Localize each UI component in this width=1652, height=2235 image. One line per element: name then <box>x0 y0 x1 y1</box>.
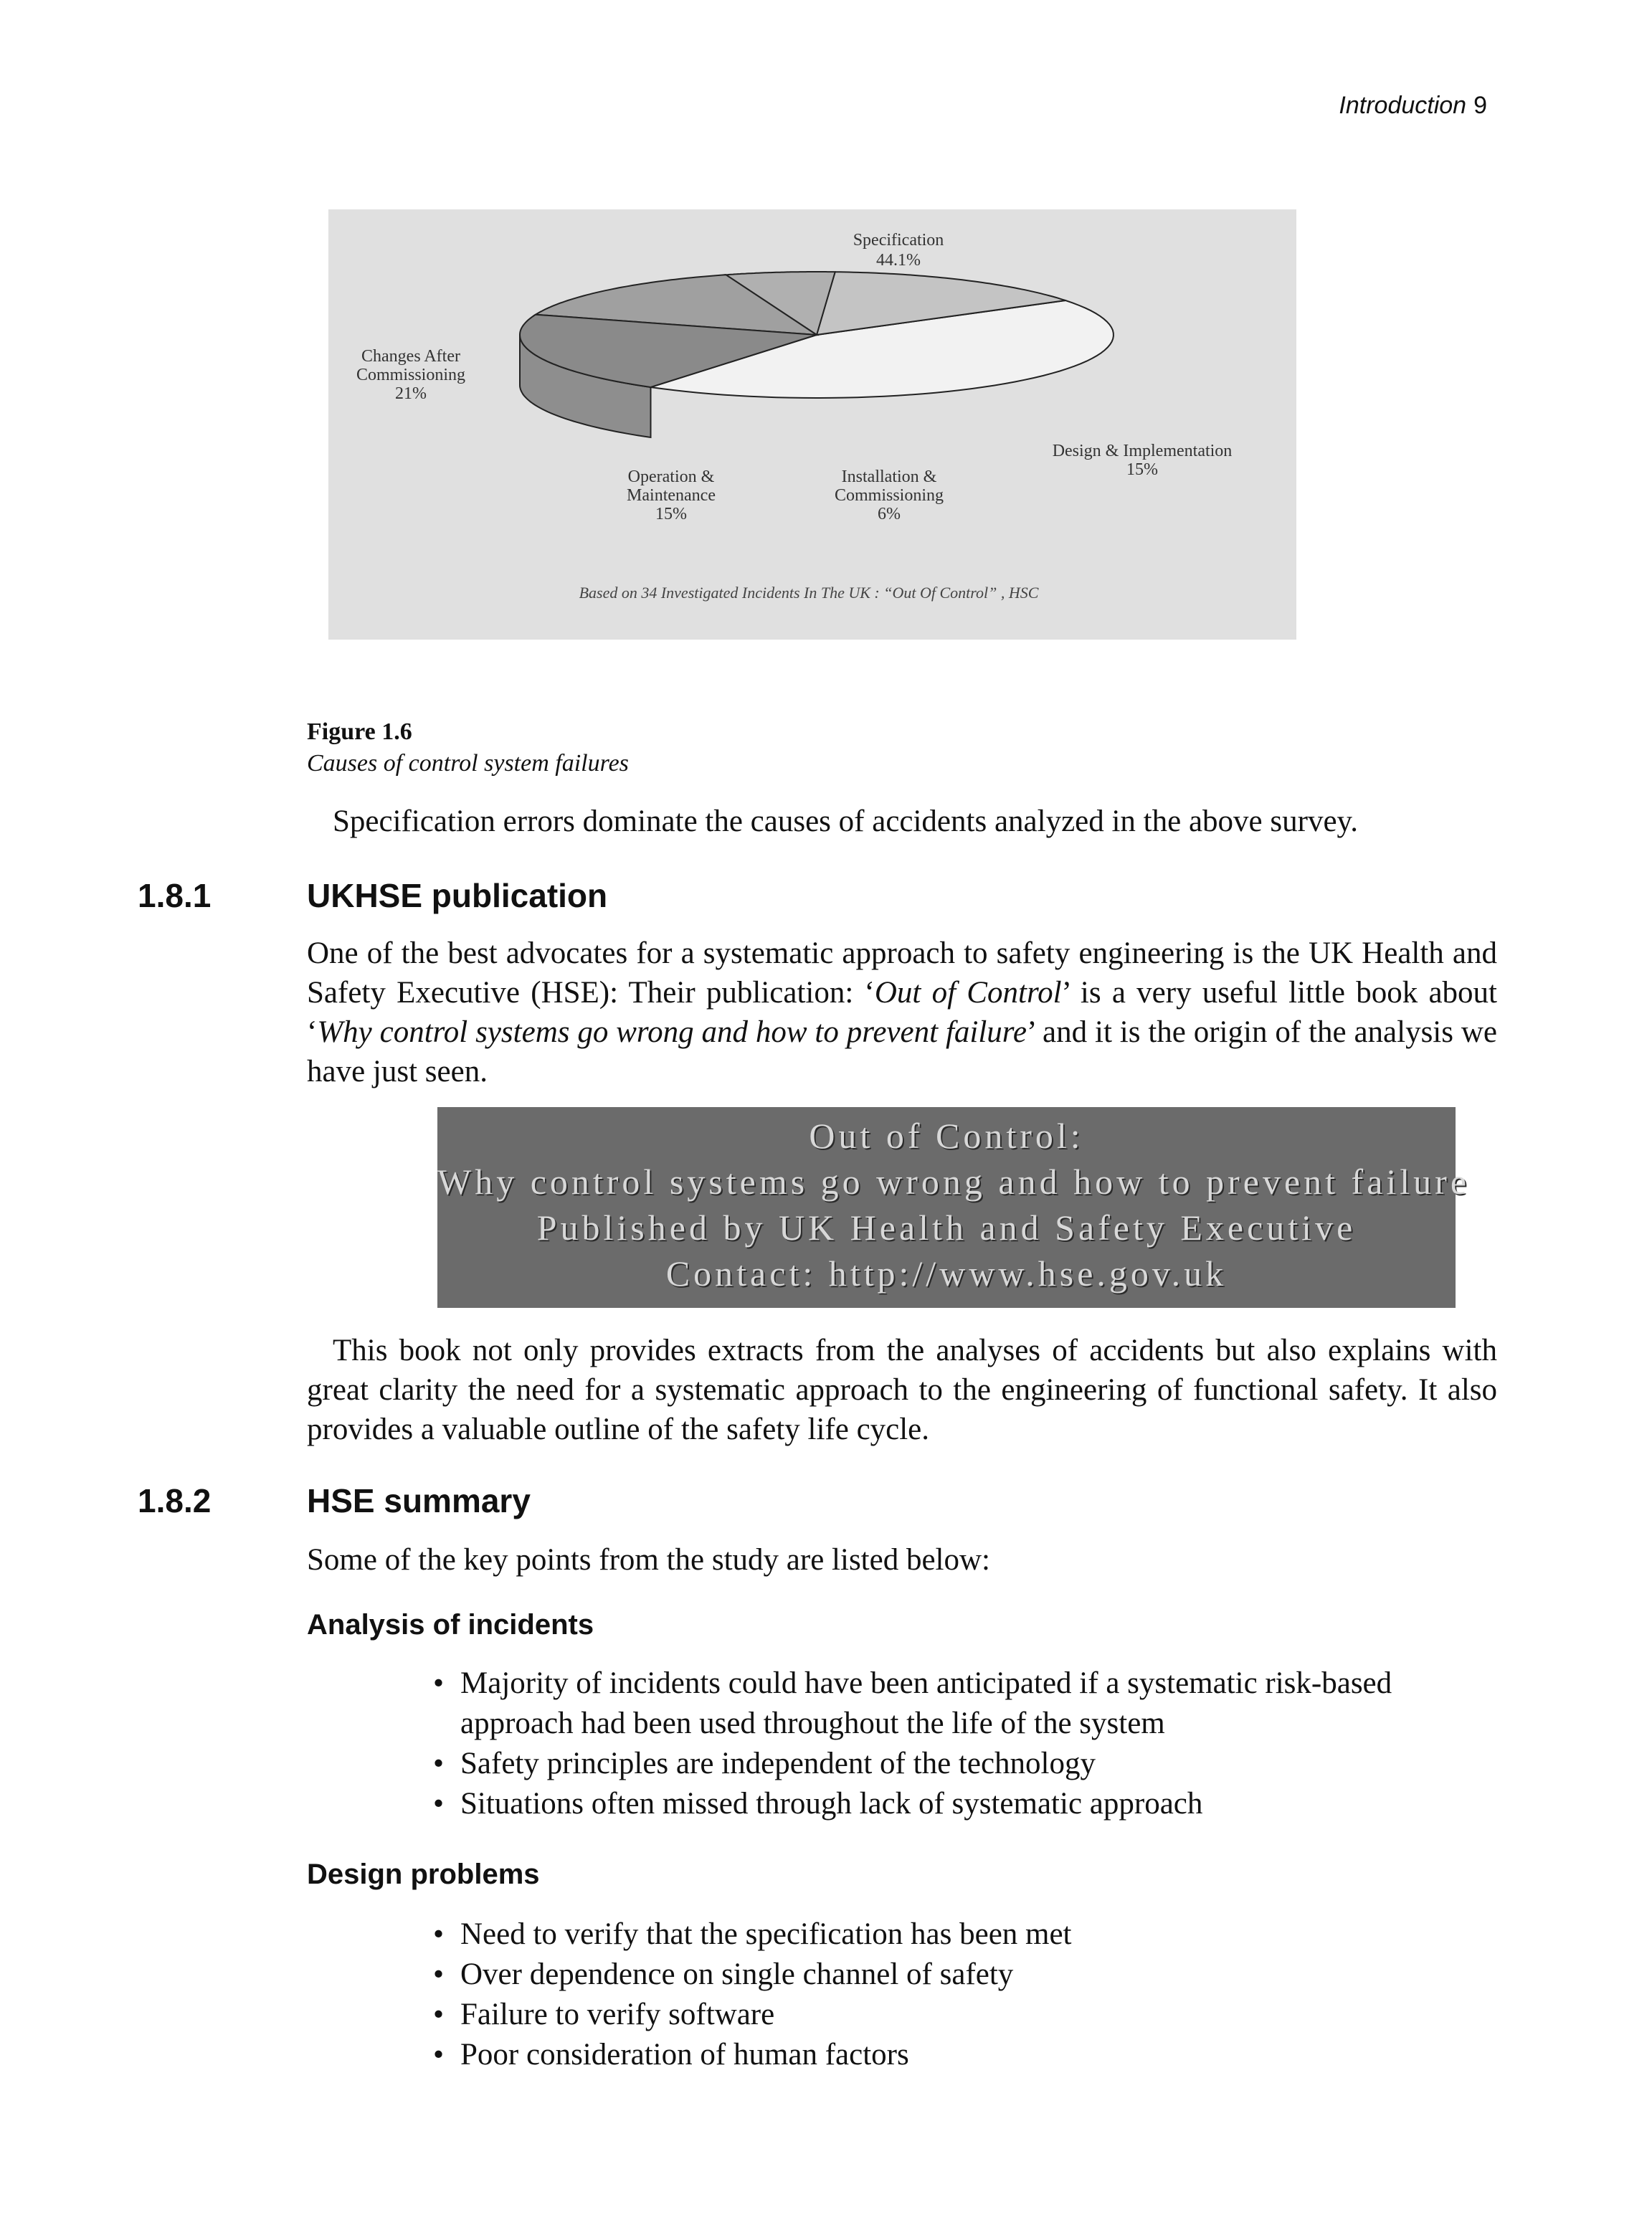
design-list <box>430 1914 1506 2075</box>
figure-caption: Causes of control system failures <box>307 750 629 777</box>
label-changes-value: 21% <box>395 384 427 403</box>
book-subtitle: Why control systems go wrong and how to prevent failure <box>317 1015 1027 1049</box>
label-changes-line1: Changes After <box>361 347 460 366</box>
running-header <box>1339 92 1487 120</box>
list-item: • Poor consideration of human factors <box>430 2035 1506 2075</box>
banner-line-1: Out of Control: <box>809 1116 1084 1156</box>
figure-source-note: Based on 34 Investigated Incidents In The UK : “Out Of Control” , HSC <box>579 584 1039 602</box>
paragraph-figure-summary: Specification errors dominate the causes of accidents analyzed in the above survey. <box>333 805 1358 838</box>
header-title: Introduction <box>1339 92 1467 119</box>
figure-label: Figure 1.6 <box>307 718 412 745</box>
label-specification-value: 44.1% <box>876 251 921 270</box>
subsection-title-design: Design problems <box>307 1859 540 1890</box>
banner-line-3: Published by UK Health and Safety Executive <box>536 1207 1357 1248</box>
label-installation-line1: Installation & <box>841 468 937 486</box>
paragraph-text: ’ is a very useful little book about ‘ <box>307 976 1497 1049</box>
banner-line-4: Contact: http://www.hse.gov.uk <box>665 1253 1228 1294</box>
section-title: UKHSE publication <box>307 877 608 914</box>
pie-chart <box>328 209 1296 640</box>
section-title: HSE summary <box>307 1482 531 1519</box>
label-installation-value: 6% <box>878 505 901 523</box>
section-number: 1.8.2 <box>138 1482 212 1519</box>
paragraph-ukhse <box>307 934 1497 1091</box>
label-changes-line2: Commissioning <box>356 366 466 384</box>
label-operation-line2: Maintenance <box>627 486 716 505</box>
paragraph-intro: Some of the key points from the study are listed below: <box>307 1543 990 1577</box>
book-title: Out of Control <box>874 976 1062 1010</box>
page-number: 9 <box>1473 92 1487 119</box>
label-operation-value: 15% <box>655 505 687 523</box>
section-number: 1.8.1 <box>138 877 212 914</box>
list-item: • Need to verify that the specification has been met <box>430 1914 1506 1955</box>
label-specification-name: Specification <box>853 231 944 250</box>
list-item: • Situations often missed through lack of systematic approach <box>430 1784 1506 1824</box>
list-item: • Failure to verify software <box>430 1995 1506 2035</box>
pie-chart-figure <box>328 209 1296 640</box>
list-item: • Safety principles are independent of the technology <box>430 1744 1506 1784</box>
list-item: • Majority of incidents could have been anticipated if a systematic risk-based approach had been used throughout the life of the system <box>430 1664 1506 1744</box>
label-design-value: 15% <box>1126 460 1158 479</box>
paragraph-text: One of the best advocates for a systematic approach to safety engineering is the UK Health and Safety Executive (HSE): Their publication: ‘ <box>307 936 1497 1010</box>
list-item: • Over dependence on single channel of safety <box>430 1955 1506 1995</box>
subsection-title-analysis: Analysis of incidents <box>307 1609 594 1641</box>
paragraph-book-description: This book not only provides extracts from the analyses of accidents but also explains with great clarity the need for a systematic approach to the engineering of functional safety. It also provides a valuable outline of the safety life cycle. <box>307 1334 1497 1446</box>
analysis-list <box>430 1664 1506 1824</box>
label-installation-line2: Commissioning <box>834 486 944 505</box>
label-operation-line1: Operation & <box>627 468 715 486</box>
banner-line-2: Why control systems go wrong and how to prevent failure <box>437 1162 1471 1202</box>
paragraph-text: ’ and it is the origin of the analysis we have just seen. <box>307 1015 1498 1088</box>
publication-banner <box>437 1107 1471 1308</box>
label-design-name: Design & Implementation <box>1052 442 1233 460</box>
